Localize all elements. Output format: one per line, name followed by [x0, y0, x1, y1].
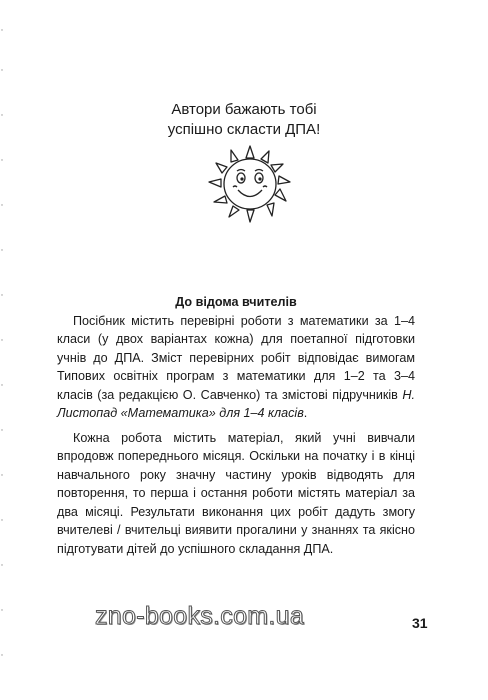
- watermark: zno-books.com.ua: [95, 602, 305, 630]
- notice-paragraph-1: [57, 312, 415, 423]
- greeting-line-1: Автори бажають тобі: [171, 101, 317, 118]
- notice-title: До відома вчителів: [175, 295, 297, 309]
- notice-paragraph-2: Кожна робота містить матеріал, який учні вивчали впродовж попереднього місяця. Оскільки на початку і в кінці навчального року значну частину уроків відводять для повторення, то перша і остання роботи містять матеріал за два місяці. Результати виконання цих робіт дадуть змогу вчителеві / вчительці виявити прогалини у знаннях та якісно підготувати дітей до успішного складання ДПА.: [57, 430, 415, 556]
- page-number: 31: [412, 615, 428, 631]
- notice-paragraph-1-italic: Н. Листопад «Математика» для 1–4 класів: [57, 387, 415, 420]
- greeting: [0, 100, 488, 140]
- notice-paragraph-1-end: .: [303, 406, 308, 420]
- teachers-notice: [57, 293, 415, 564]
- greeting-line-2: успішно скласти ДПА!: [167, 121, 321, 138]
- smiling-sun-icon: [200, 138, 300, 228]
- notice-paragraph-1-text: Посібник містить перевірні роботи з математики за 1–4 класи (у двох варіантах кожна) для поетапної підготовки учнів до ДПА. Зміст перевірних робіт відповідає вимогам Типових освітніх програм з математики для 1–2 та 3–4 класів (за редакцією О. Савченко) та змістові підручників: [57, 313, 415, 402]
